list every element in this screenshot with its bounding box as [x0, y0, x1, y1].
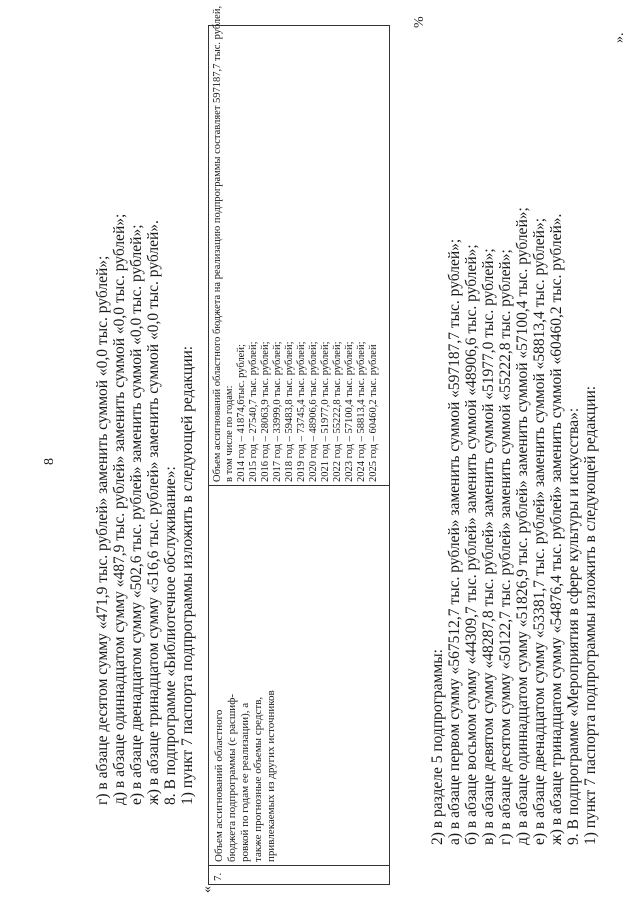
text-line: е) в абзаце двенадцатом сумму «53381,7 тыс. рублей» заменить суммой «58813,4 тыс. рублей»;	[531, 217, 548, 845]
text-line: 2) в разделе 5 подпрограммы:	[429, 649, 446, 845]
row-number-cell: 7.	[209, 865, 389, 884]
text-line: г) в абзаце десятом сумму «471,9 тыс. рублей» заменить суммой «0,0 тыс. рублей»;	[94, 255, 111, 805]
label-cell: Объем ассигнований областного бюджета подпрограммы (с расшиф- ровкой по годам ее реализации), а также прогнозные объемы средств, привлекаемых из других источников	[209, 485, 389, 866]
text-line: 1) пункт 7 паспорта подпрограммы изложить в следующей редакции:	[179, 345, 196, 805]
stray-mark: %	[412, 16, 427, 28]
passport-table	[208, 5, 390, 885]
content-cell: Объем ассигнований областного бюджета на реализацию подпрограммы составляет 597187,7 тыс. рублей, в том числе по годам: 2014 год – 41874,6тыс. рублей; 2015 год – 27540,7 тыс. рублей; 2016 год – 28063,9 тыс. рублей; 2017 год – 33999,0 тыс. рублей; 2018 год – 59483,8 тыс. рублей; 2019 год – 73745,4 тыс. рублей; 2020 год – 48906,6 тыс. рублей; 2021 год – 51977,0 тыс. рублей; 2022 год – 55222,8 тыс. рублей; 2023 год – 57100,4 тыс. рублей; 2024 год – 58813,4 тыс. рублей; 2025 год – 60460,2 тыс. рублей	[212, 5, 379, 482]
text-line: в) в абзаце девятом сумму «48287,8 тыс. рублей» заменить суммой «51977,0 тыс. рублей»;	[480, 248, 497, 845]
text-line: ж) в абзаце тринадцатом сумму «54876,4 тыс. рублей» заменить суммой «60460,2 тыс. рублей».	[548, 213, 565, 845]
text-line: д) в абзаце одиннадцатом сумму «487,9 тыс. рублей» заменить суммой «0,0 тыс. рублей»;	[111, 213, 128, 805]
text-line: 1) пункт 7 паспорта подпрограммы изложить в следующей редакции:	[582, 385, 599, 845]
text-line: г) в абзаце десятом сумму «50122,7 тыс. рублей» заменить суммой «55222,8 тыс. рублей»;	[497, 249, 514, 845]
quote-open: «	[200, 886, 215, 893]
page-number: 8	[42, 458, 57, 465]
text-line: 9. В подпрограмме «Мероприятия в сфере культуры и искусства»:	[565, 407, 582, 845]
text-line: а) в абзаце первом сумму «567512,7 тыс. рублей» заменить суммой «597187,7 тыс. рублей»;	[446, 238, 463, 845]
text-line: 8. В подпрограмме «Библиотечное обслуживание»:	[162, 466, 179, 805]
text-line: д) в абзаце одиннадцатом сумму «51826,9 тыс. рублей» заменить суммой «57100,4 тыс. рублей»;	[514, 207, 531, 845]
text-line: е) в абзаце двенадцатом сумму «502,6 тыс. рублей» заменить суммой «0,0 тыс. рублей»;	[128, 224, 145, 805]
text-line: б) в абзаце восьмом сумму «44309,7 тыс. рублей» заменить суммой «48906,6 тыс. рублей»;	[463, 244, 480, 845]
text-line: ж) в абзаце тринадцатом сумму «516,6 тыс. рублей» заменить суммой «0,0 тыс. рублей».	[145, 220, 162, 805]
quote-close: ».	[612, 32, 627, 43]
